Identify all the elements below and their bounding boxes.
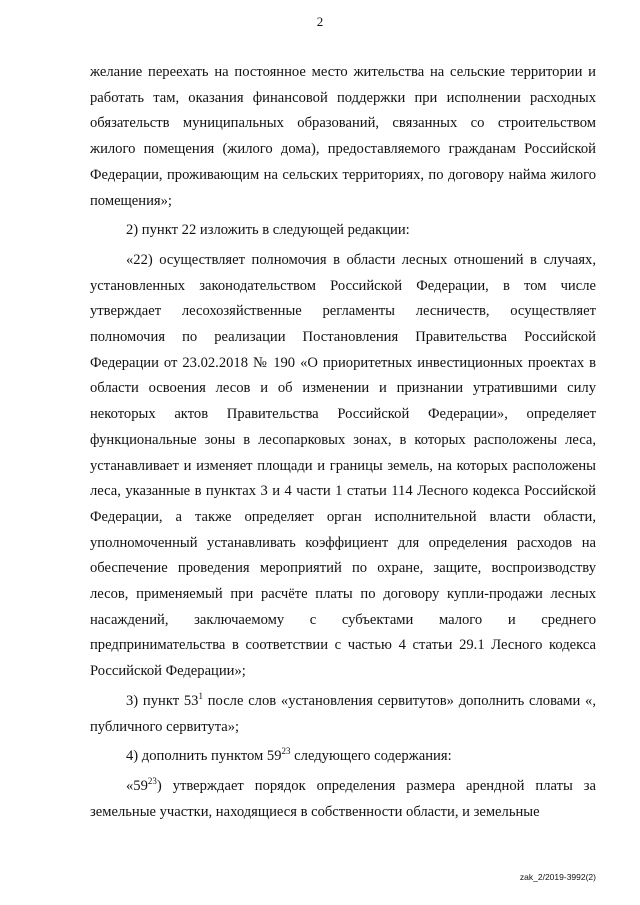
paragraph-item-2: 2) пункт 22 изложить в следующей редакции: <box>126 222 410 239</box>
paragraph-continuation: желание переехать на постоянное место жительства на сельские территории и работать там, оказания финансовой поддержки при исполнении расходных обязательств муниципальных образований, связанных со строительством жилого помещения (жилого дома), предоставляемого гражданам Российской Федерации, проживающим на сельских территориях, по договору найма жилого помещения»; <box>90 64 596 209</box>
item-3-text-end: после слов «установления сервитутов» дополнить словами «, публичного сервитута»; <box>90 692 596 735</box>
item-59-text-end: ) утверждает порядок определения размера арендной платы за земельные участки, находящиеся в собственности области, и земельные <box>90 777 596 820</box>
superscript: 23 <box>147 775 157 786</box>
item-3-text-start: 3) пункт 53 <box>126 692 199 709</box>
paragraph-item-3 <box>90 689 596 740</box>
item-4-text-end: следующего содержания: <box>290 748 452 765</box>
item-59-text-start: «59 <box>126 777 148 794</box>
document-code: zak_2/2019-3992(2) <box>519 872 596 882</box>
superscript: 1 <box>198 690 203 701</box>
paragraph-item-4 <box>90 744 596 770</box>
item-4-text-start: 4) дополнить пунктом 59 <box>126 748 282 765</box>
document-body <box>90 60 596 825</box>
paragraph-item-59-text <box>90 774 596 825</box>
page-number: 2 <box>316 14 324 29</box>
superscript: 23 <box>281 746 291 757</box>
paragraph-item-22-text: «22) осуществляет полномочия в области лесных отношений в случаях, установленных законодательством Российской Федерации, в том числе утверждает лесохозяйственные регламенты лесничеств, осуществляет полномочия по реализации Постановления Правительства Российской Федерации от 23.02.2018 № 190 «О приоритетных инвестиционных проектах в области освоения лесов и об изменении и признании утратившими силу некоторых актов Правительства Российской Федерации», определяет функциональные зоны в лесопарковых зонах, в которых расположены леса, устанавливает и изменяет площади и границы земель, на которых расположены леса, указанные в пунктах 3 и 4 части 1 статьи 114 Лесного кодекса Российской Федерации, а также определяет орган исполнительной власти области, уполномоченный устанавливать коэффициент для определения расходов на обеспечение проведения мероприятий по охране, защите, воспроизводству лесов, применяемый при расчёте платы по договору купли-продажи лесных насаждений, заключаемому с субъектами малого и среднего предпринимательства в соответствии с частью 4 статьи 29.1 Лесного кодекса Российской Федерации»; <box>90 251 596 680</box>
